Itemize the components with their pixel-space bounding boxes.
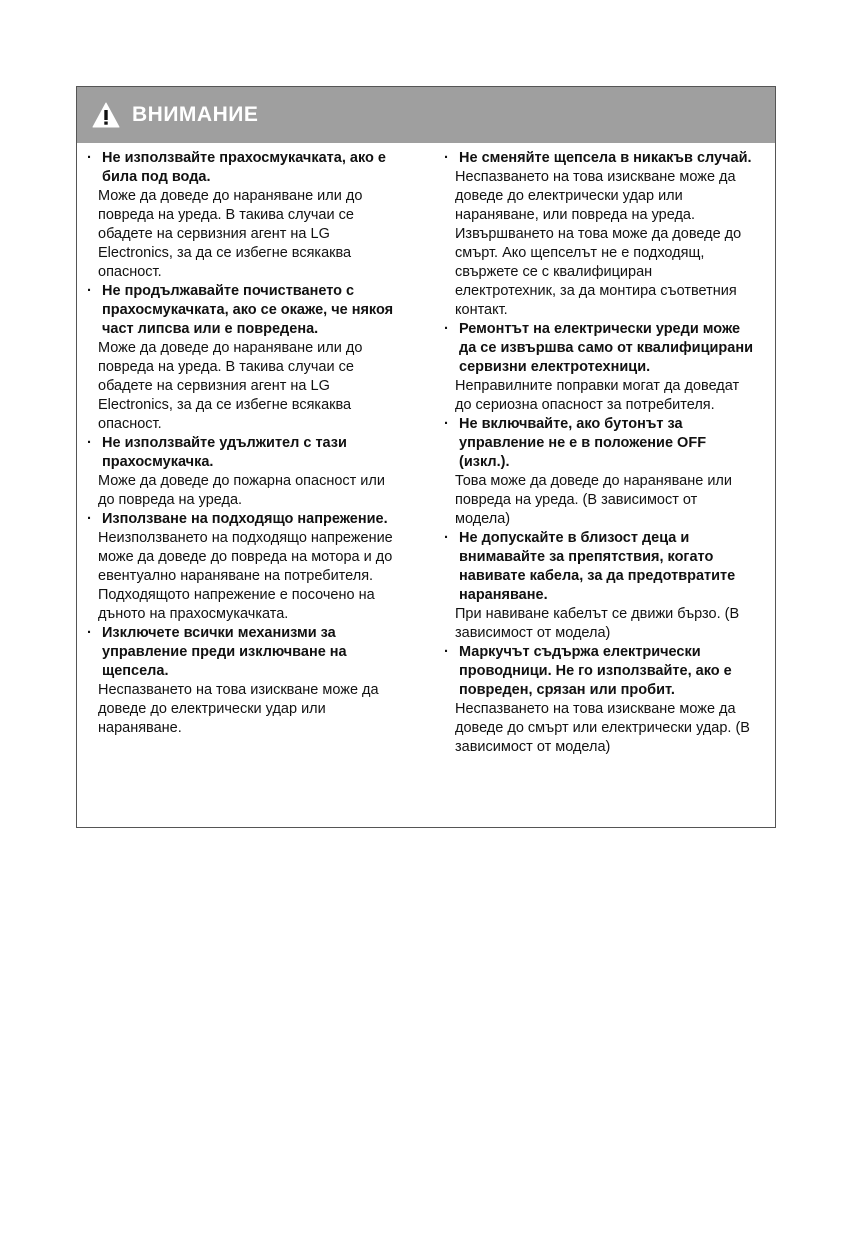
bullet-icon: · (444, 530, 449, 546)
warning-item (87, 434, 399, 510)
warning-item-body: Неправилните поправки могат да доведат до сериозна опасност за потребителя. (455, 378, 740, 413)
warning-item-title: Не включвайте, ако бутонът за управление не е в положение OFF (изкл.). (459, 416, 707, 470)
warning-item-body: Може да доведе до пожарна опасност или до повреда на уреда. (98, 473, 385, 508)
bullet-icon: · (87, 150, 92, 166)
warning-item (444, 643, 756, 757)
warning-item (444, 529, 756, 643)
warning-item-title: Маркучът съдържа електрически проводници. Не го използвайте, ако е повреден, срязан или пробит. (459, 644, 732, 698)
warning-item-body: Неспазването на това изискване може да доведе до електрически удар или нараняване, или повреда на уреда. Извършването на това може да доведе до смърт. Ако щепселът не е подходящ, свържете се с квалифициран електротехник, за да монтира съответния контакт. (455, 169, 742, 318)
bullet-icon: · (87, 435, 92, 451)
warning-item-title: Не използвайте удължител с тази прахосмукачка. (102, 435, 347, 470)
warning-item (87, 149, 399, 282)
warning-item (444, 320, 756, 415)
warning-box (76, 86, 776, 828)
warning-item (444, 149, 756, 320)
warning-item-body: Неспазването на това изискване може да доведе до електрически удар или нараняване. (98, 682, 379, 736)
warning-item-body: Може да доведе до нараняване или до повреда на уреда. В такива случаи се обадете на сервизния агент на LG Electronics, за да се избегне всякаква опасност. (98, 340, 363, 432)
bullet-icon: · (87, 511, 92, 527)
left-column (87, 149, 399, 738)
warning-triangle-icon (92, 102, 120, 128)
warning-item (87, 282, 399, 434)
warning-item (87, 624, 399, 738)
bullet-icon: · (444, 644, 449, 660)
bullet-icon: · (444, 321, 449, 337)
bullet-icon: · (444, 150, 449, 166)
warning-item-body: Това може да доведе до нараняване или повреда на уреда. (В зависимост от модела) (455, 473, 732, 527)
warning-item-title: Не продължавайте почистването с прахосмукачката, ако се окаже, че някоя част липсва или е повредена. (102, 283, 394, 337)
warning-item-title: Използване на подходящо напрежение. (102, 511, 388, 527)
right-column (444, 149, 756, 757)
warning-item-body: При навиване кабелът се движи бързо. (В зависимост от модела) (455, 606, 740, 641)
warning-item-body: Неизползването на подходящо напрежение може да доведе до повреда на мотора и до евентуално нараняване на потребителя. Подходящото напрежение е посочено на дъното на прахосмукачката. (98, 530, 393, 622)
bullet-icon: · (444, 416, 449, 432)
bullet-icon: · (87, 625, 92, 641)
warning-item-title: Не допускайте в близост деца и внимавайте за препятствия, когато навивате кабела, за да предотвратите нараняване. (459, 530, 736, 603)
warning-item-body: Неспазването на това изискване може да доведе до смърт или електрически удар. (В зависимост от модела) (455, 701, 750, 755)
warning-item-title: Изключете всички механизми за управление преди изключване на щепсела. (102, 625, 347, 679)
warning-header (77, 87, 775, 143)
warning-item (87, 510, 399, 624)
warning-item-title: Не сменяйте щепсела в никакъв случай. (459, 150, 752, 166)
warning-item-title: Ремонтът на електрически уреди може да се извършва само от квалифицирани сервизни електротехници. (459, 321, 754, 375)
warning-item-title: Не използвайте прахосмукачката, ако е била под вода. (102, 150, 386, 185)
bullet-icon: · (87, 283, 92, 299)
warning-title: ВНИМАНИЕ (132, 103, 259, 126)
warning-item-body: Може да доведе до нараняване или до повреда на уреда. В такива случаи се обадете на сервизния агент на LG Electronics, за да се избегне всякаква опасност. (98, 188, 363, 280)
warning-item (444, 415, 756, 529)
